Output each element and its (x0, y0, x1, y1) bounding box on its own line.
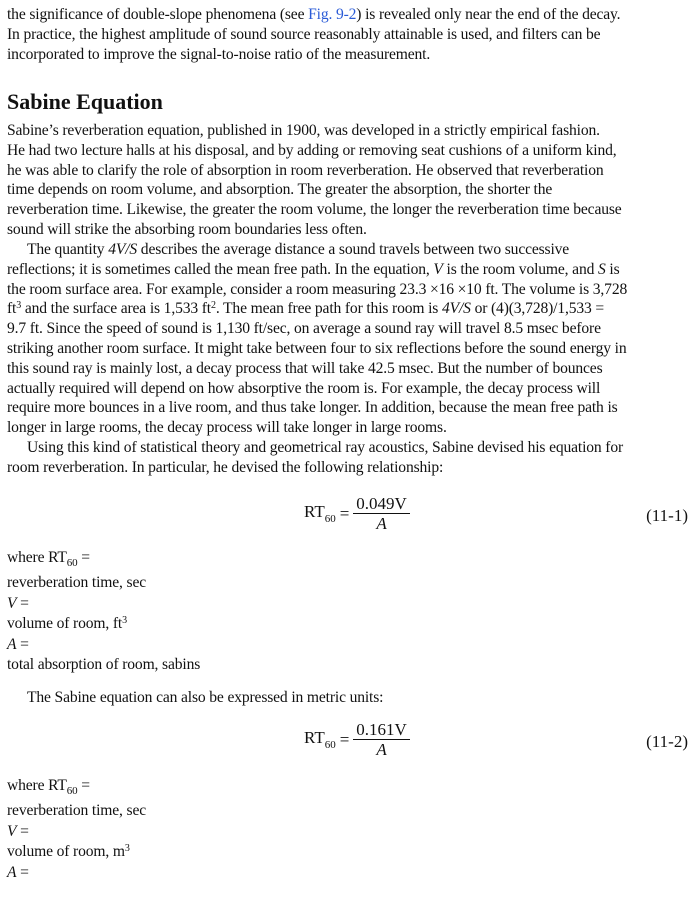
paragraph-1 (7, 121, 622, 240)
text-line: require more bounces in a live room, and thus take longer. In addition, because the mean free path is (7, 399, 618, 417)
eq-denominator: A (376, 740, 387, 759)
text-line: striking another room surface. It might take between four to six reflections before the sound energy in (7, 339, 627, 357)
where-block-1 (7, 548, 200, 675)
intro-line: incorporated to improve the signal-to-noise ratio of the measurement. (7, 45, 431, 63)
equation-body (304, 494, 410, 533)
section-heading: Sabine Equation (7, 89, 163, 114)
text-line: actually required will depend on how absorptive the room is. For example, the decay process will (7, 379, 601, 397)
text-line: sound will strike the absorbing room boundaries less often. (7, 220, 367, 238)
def-line: volume of room, $m^3$ (7, 843, 130, 861)
intro-line: In practice, the highest amplitude of sound source reasonably attainable is used, and filters can be (7, 25, 601, 43)
text-line: The quantity 4V/S describes the average distance a sound travels between two successive (27, 241, 570, 258)
eq-lhs: $RT_{60}$ (304, 728, 336, 751)
intro-line (7, 5, 620, 25)
paragraph-2 (7, 240, 627, 438)
metric-intro: The Sabine equation can also be expressed in metric units: (27, 689, 384, 706)
eq-denominator: A (376, 514, 387, 533)
def-line: where $RT_{60}$ = (7, 549, 90, 569)
equation-11-1 (7, 494, 691, 542)
paragraph-3 (7, 438, 623, 478)
def-line: where $RT_{60}$ = (7, 777, 90, 797)
def-line: reverberation time, sec (7, 802, 146, 820)
where-block-2 (7, 776, 146, 883)
text-line: he was able to clarify the role of absorption in room reverberation. He observed that reverberation (7, 161, 604, 179)
text-line: Sabine’s reverberation equation, published in 1900, was developed in a strictly empirical fashion. (7, 122, 600, 139)
def-line: V = (7, 594, 29, 612)
text-line: 9.7 ft. Since the speed of sound is 1,130 ft/sec, on average a sound ray will travel 8.5 msec before (7, 320, 601, 338)
def-line: volume of room, $ft^3$ (7, 615, 127, 633)
text-line: time depends on room volume, and absorption. The greater the absorption, the shorter the (7, 181, 553, 199)
eq-numerator: 0.049V (353, 494, 410, 514)
intro-text: the significance of double-slope phenomena (see (7, 6, 309, 23)
def-line: reverberation time, sec (7, 574, 146, 592)
text-line: room reverberation. In particular, he devised the following relationship: (7, 458, 444, 476)
equation-11-2 (7, 720, 691, 768)
text-line: this sound ray is mainly lost, a decay process that will take 42.5 msec. But the number of bounces (7, 359, 603, 377)
eq-lhs: $RT_{60}$ (304, 502, 336, 525)
text-line: He had two lecture halls at his disposal, and by adding or removing seat cushions of a uniform kind, (7, 141, 617, 159)
def-line: V = (7, 822, 29, 840)
eq-equals: = (339, 729, 350, 749)
text-line: longer in large rooms, the decay process will take longer in large rooms. (7, 419, 447, 437)
def-line: total absorption of room, sabins (7, 656, 201, 674)
eq-fraction (353, 494, 410, 533)
text-line: $ft^3$ and the surface area is 1,533 $ft^2$. The mean free path for this room is 4V/S or (4)(3,728)/1,533 = (7, 300, 605, 318)
def-line: A = (7, 635, 29, 653)
equation-number: (11-1) (646, 506, 688, 525)
text-line: Using this kind of statistical theory and geometrical ray acoustics, Sabine devised his equation for (27, 439, 624, 456)
equation-body (304, 720, 410, 759)
def-line: A = (7, 863, 29, 881)
eq-equals: = (339, 503, 350, 523)
intro-paragraph (7, 5, 620, 64)
eq-numerator: 0.161V (353, 720, 410, 740)
text-line: reflections; it is sometimes called the mean free path. In the equation, V is the room volume, and S is (7, 260, 620, 278)
text-line: the room surface area. For example, consider a room measuring 23.3 ×16 ×10 ft. The volume is 3,728 (7, 280, 628, 298)
text-line: reverberation time. Likewise, the greater the room volume, the longer the reverberation time because (7, 201, 622, 219)
intro-text: ) is revealed only near the end of the decay. (356, 6, 621, 23)
equation-number: (11-2) (646, 732, 688, 751)
figure-link[interactable]: Fig. 9-2 (308, 6, 357, 23)
eq-fraction (353, 720, 410, 759)
